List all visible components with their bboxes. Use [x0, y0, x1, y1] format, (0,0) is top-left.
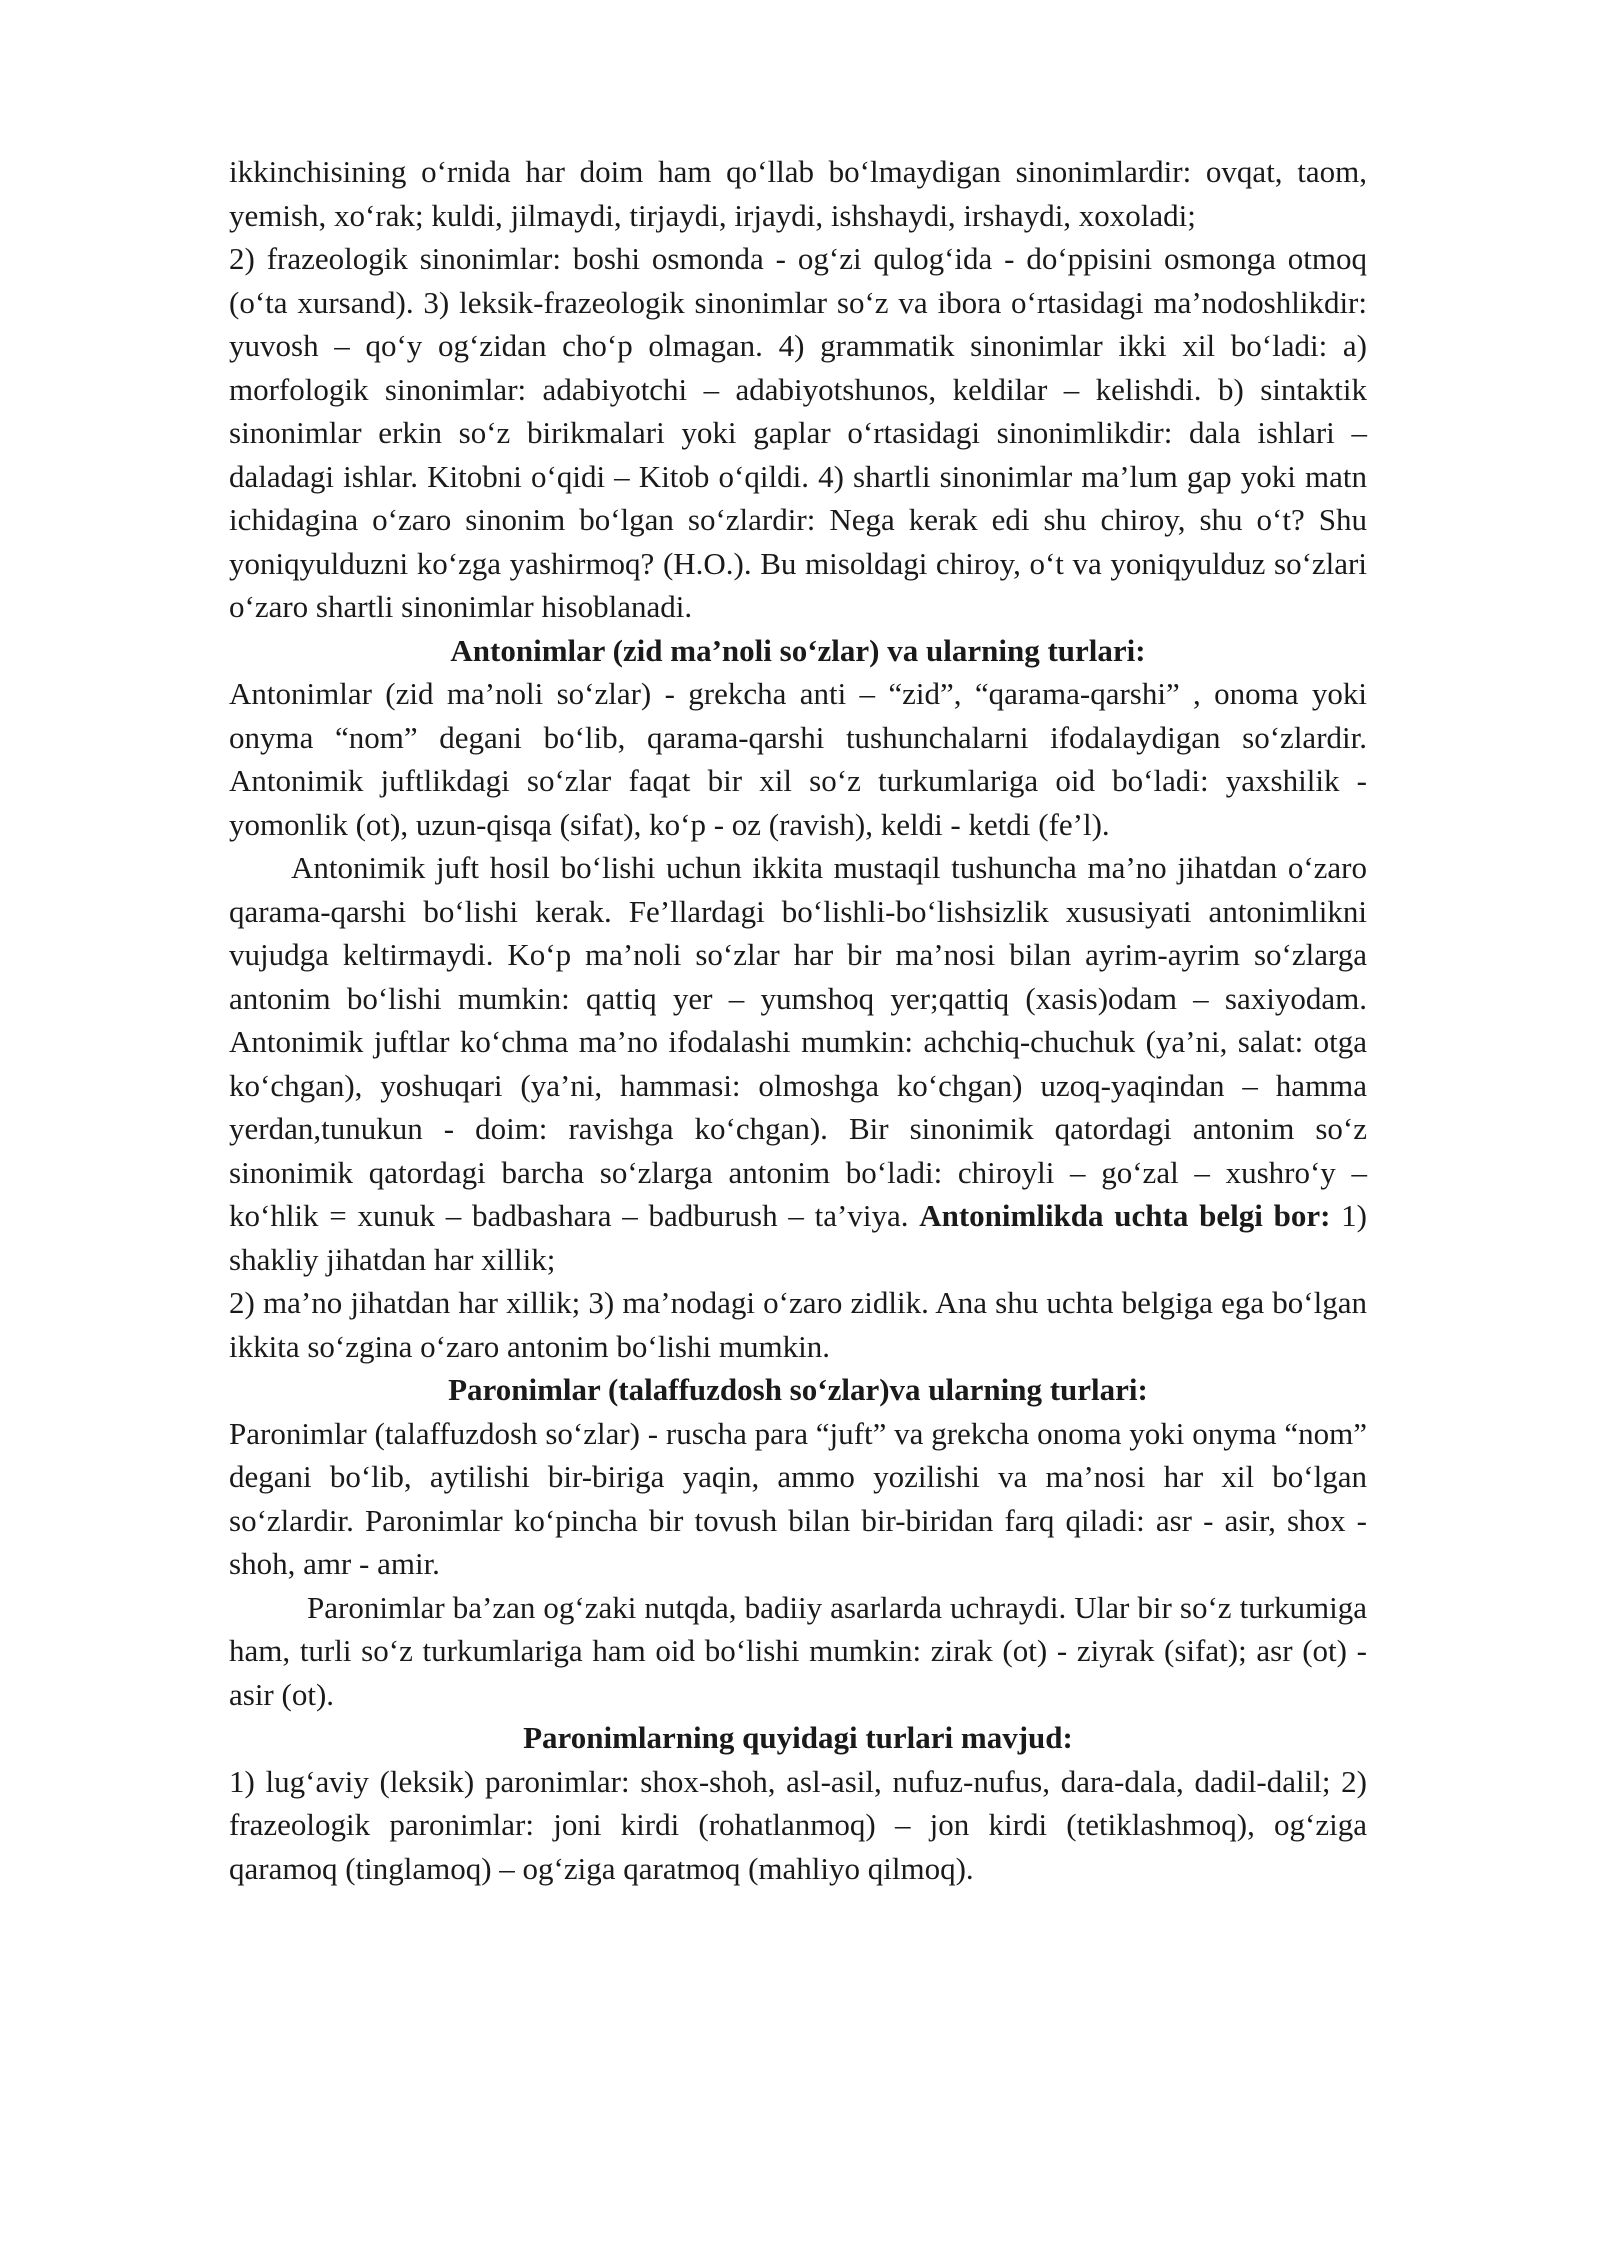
paragraph-antonyms-definition: Antonimlar (zid ma’noli so‘zlar) - grekcha anti – “zid”, “qarama-qarshi” , onoma yoki onyma “nom” degani bo‘lib, qarama-qarshi tushunchalarni ifodalaydigan so‘zlardir. Antonimik juftlikdagi so‘zlar faqat bir xil so‘z turkumlariga oid bo‘ladi: yaxshilik - yomonlik (ot), uzun-qisqa (sifat), ko‘p - oz (ravish), keldi - ketdi (fe’l). — [229, 676, 1367, 842]
antonym-signs-label: Antonimlikda uchta belgi bor: — [919, 1198, 1331, 1233]
heading-paronyms: Paronimlar (talaffuzdosh so‘zlar)va ularning turlari: — [448, 1372, 1148, 1407]
paragraph-antonym-pairs — [229, 846, 1367, 1281]
paragraph-paronym-types: 1) lug‘aviy (leksik) paronimlar: shox-shoh, asl-asil, nufuz-nufus, dara-dala, dadil-dalil; 2) frazeologik paronimlar: joni kirdi (rohatlanmoq) – jon kirdi (tetiklashmoq), og‘ziga qaramoq (tinglamoq) – og‘ziga qaratmoq (mahliyo qilmoq). — [229, 1763, 1367, 1886]
paragraph-synonym-types: 2) frazeologik sinonimlar: boshi osmonda - og‘zi qulog‘ida - do‘ppisini osmonga otmoq (o‘ta xursand). 3) leksik-frazeologik sinonimlar so‘z va ibora o‘rtasidagi ma’nodoshlikdir: yuvosh – qo‘y og‘zidan cho‘p olmagan. 4) grammatik sinonimlar ikki xil bo‘ladi: a) morfologik sinonimlar: adabiyotchi – adabiyotshunos, keldilar – kelishdi. b) sintaktik sinonimlar erkin so‘z birikmalari yoki gaplar o‘rtasidagi sinonimlikdir: dala ishlari – daladagi ishlar. Kitobni o‘qidi – Kitob o‘qildi. 4) shartli sinonimlar ma’lum gap yoki matn ichidagina o‘zaro sinonim bo‘lgan so‘zlardir: Nega kerak edi shu chiroy, shu o‘t? Shu yoniqyulduzni ko‘zga yashirmoq? (H.O.). Bu misoldagi chiroy, o‘t va yoniqyulduz so‘zlari o‘zaro shartli sinonimlar hisoblanadi. — [229, 241, 1367, 624]
paragraph-antonym-signs: 2) ma’no jihatdan har xillik; 3) ma’nodagi o‘zaro zidlik. Ana shu uchta belgiga ega bo‘lgan ikkita so‘zgina o‘zaro antonim bo‘lishi mumkin. — [229, 1285, 1367, 1364]
paragraph-synonyms-continued: ikkinchisining o‘rnida har doim ham qo‘llab bo‘lmaydigan sinonimlardir: ovqat, taom, yemish, xo‘rak; kuldi, jilmaydi, tirjaydi, irjaydi, ishshaydi, irshaydi, xoxoladi; — [229, 154, 1367, 233]
antonym-pairs-text: Antonimik juft hosil bo‘lishi uchun ikkita mustaqil tushuncha ma’no jihatdan o‘zaro qarama-qarshi bo‘lishi kerak. Fe’llardagi bo‘lishli-bo‘lishsizlik xususiyati antonimlikni vujudga keltirmaydi. Ko‘p ma’noli so‘zlar har bir ma’nosi bilan ayrim-ayrim so‘zlarga antonim bo‘lishi mumkin: qattiq yer – yumshoq yer;qattiq (xasis)odam – saxiyodam. Antonimik juftlar ko‘chma ma’no ifodalashi mumkin: achchiq-chuchuk (ya’ni, salat: otga ko‘chgan), yoshuqari (ya’ni, hammasi: olmoshga ko‘chgan) uzoq-yaqindan – hamma yerdan,tunukun - doim: ravishga ko‘chgan). Bir sinonimik qatordagi antonim so‘z sinonimik qatordagi barcha so‘zlarga antonim bo‘ladi: chiroyli – go‘zal – xushro‘y – ko‘hlik = xunuk – badbashara – badburush – ta’viya. — [229, 850, 1367, 1233]
heading-antonyms: Antonimlar (zid ma’noli so‘zlar) va ularning turlari: — [450, 632, 1146, 668]
paragraph-paronyms-definition: Paronimlar (talaffuzdosh so‘zlar) - ruscha para “juft” va grekcha onoma yoki onyma “nom” degani bo‘lib, aytilishi bir-biriga yaqin, ammo yozilishi va ma’nosi har xil bo‘lgan so‘zlardir. Paronimlar ko‘pincha bir tovush bilan bir-biridan farq qiladi: asr - asir, shox - shoh, amr - amir. — [229, 1415, 1367, 1581]
antonym-signs-text: 1) shakliy jihatdan har xillik; — [229, 1198, 1367, 1277]
heading-paronym-types: Paronimlarning quyidagi turlari mavjud: — [523, 1720, 1073, 1755]
paragraph-paronyms-usage: Paronimlar ba’zan og‘zaki nutqda, badiiy asarlarda uchraydi. Ular bir so‘z turkumiga ham, turli so‘z turkumlariga ham oid bo‘lishi mumkin: zirak (ot) - ziyrak (sifat); asr (ot) - asir (ot). — [229, 1589, 1367, 1712]
document-page — [229, 150, 1367, 1890]
